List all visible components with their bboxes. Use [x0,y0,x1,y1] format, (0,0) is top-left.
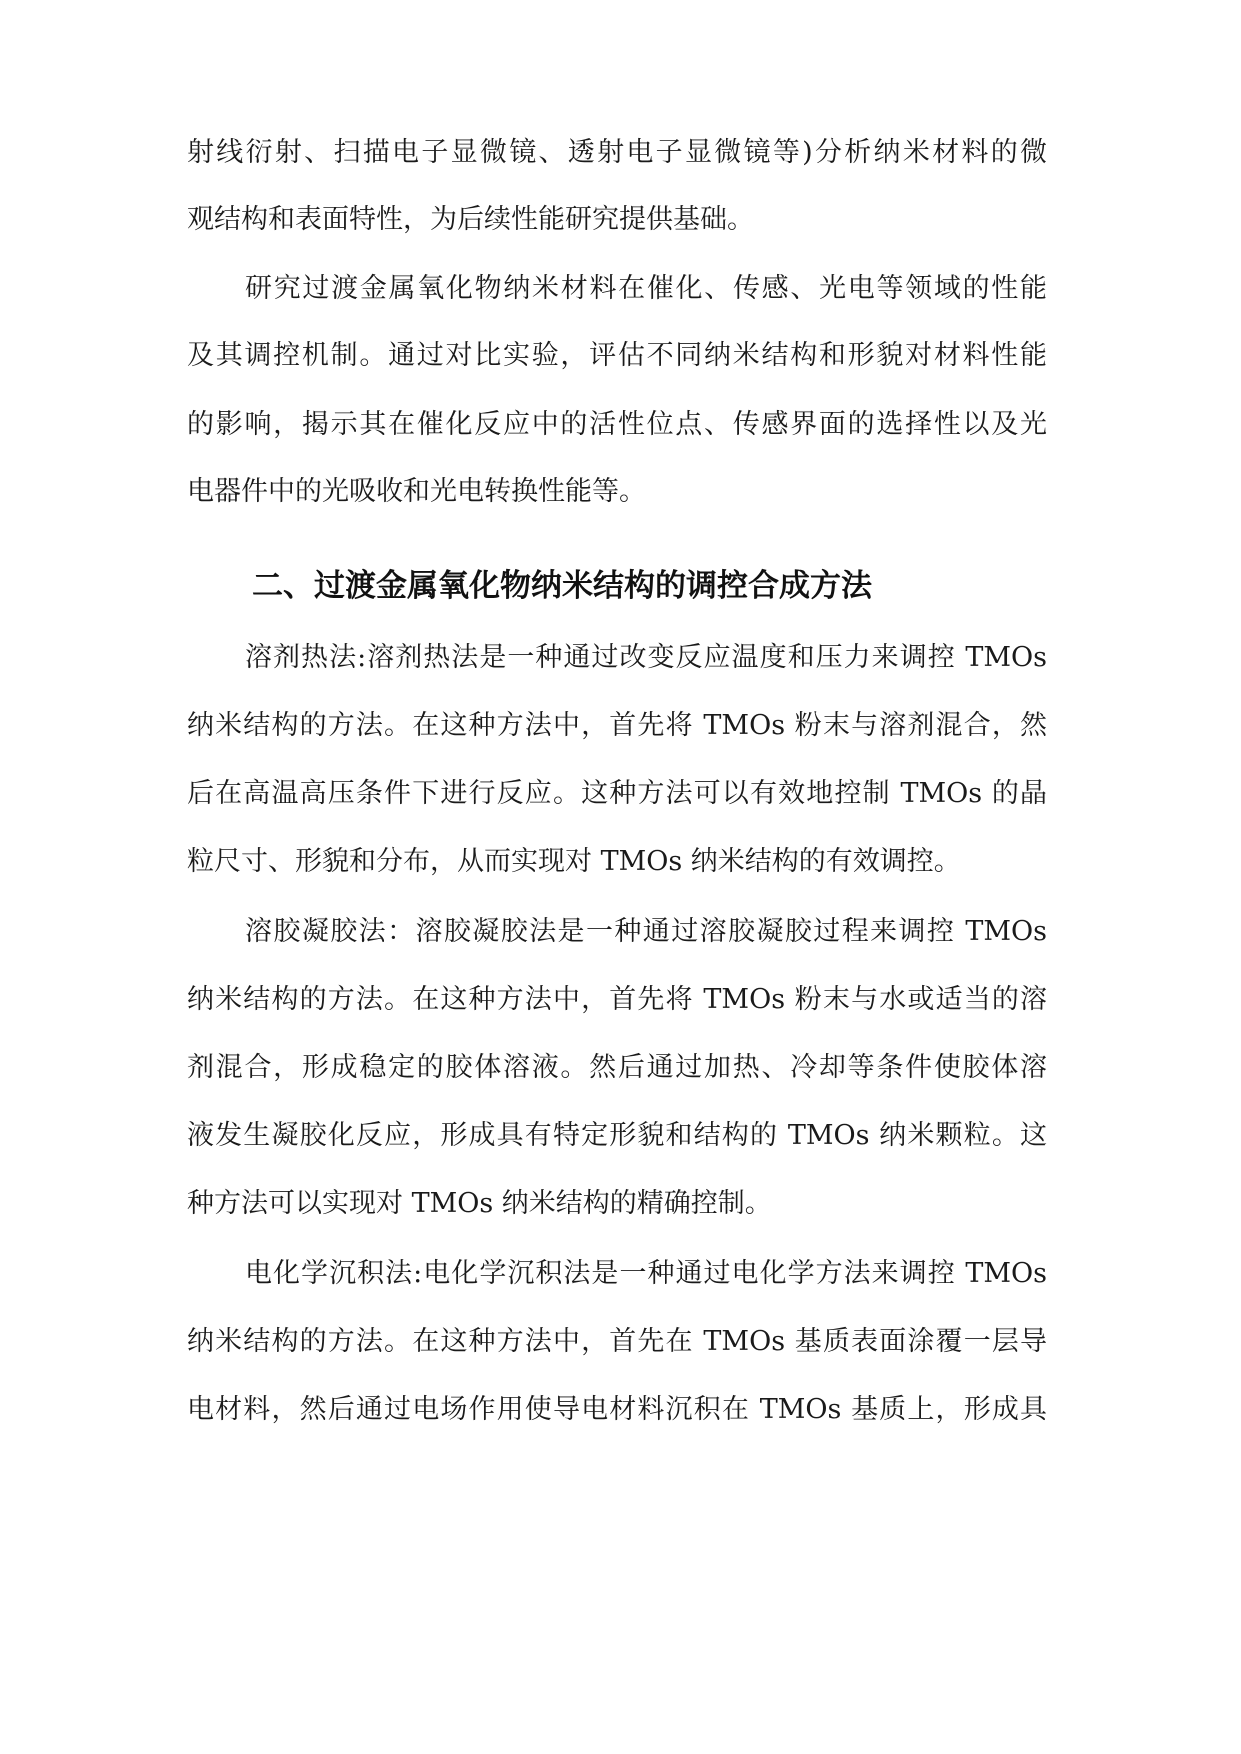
paragraph-line: 纳米结构的方法。在这种方法中，首先将 TMOs 粉末与水或适当的溶 [187,984,1047,1015]
paragraph-line: 纳米结构的方法。在这种方法中，首先将 TMOs 粉末与溶剂混合，然 [187,710,1047,741]
paragraph-line: 纳米结构的方法。在这种方法中，首先在 TMOs 基质表面涂覆一层导 [187,1326,1047,1357]
paragraph-line: 观结构和表面特性，为后续性能研究提供基础。 [187,204,754,235]
paragraph-line: 的影响，揭示其在催化反应中的活性位点、传感界面的选择性以及光 [187,409,1047,440]
paragraph-line: 电器件中的光吸收和光电转换性能等。 [187,476,646,507]
paragraph-line: 溶胶凝胶法：溶胶凝胶法是一种通过溶胶凝胶过程来调控 TMOs [245,916,1047,947]
paragraph-line: 剂混合，形成稳定的胶体溶液。然后通过加热、冷却等条件使胶体溶 [187,1052,1047,1083]
paragraph-line: 电化学沉积法:电化学沉积法是一种通过电化学方法来调控 TMOs [245,1258,1047,1289]
paragraph-line: 研究过渡金属氧化物纳米材料在催化、传感、光电等领域的性能 [245,273,1047,304]
paragraph-line: 液发生凝胶化反应，形成具有特定形貌和结构的 TMOs 纳米颗粒。这 [187,1120,1047,1151]
paragraph-line: 后在高温高压条件下进行反应。这种方法可以有效地控制 TMOs 的晶 [187,778,1047,809]
paragraph-line: 射线衍射、扫描电子显微镜、透射电子显微镜等)分析纳米材料的微 [187,137,1047,168]
paragraph-line: 溶剂热法:溶剂热法是一种通过改变反应温度和压力来调控 TMOs [245,642,1047,673]
section-heading: 二、过渡金属氧化物纳米结构的调控合成方法 [252,568,872,604]
paragraph-line: 及其调控机制。通过对比实验，评估不同纳米结构和形貌对材料性能 [187,340,1047,371]
paragraph-line: 粒尺寸、形貌和分布，从而实现对 TMOs 纳米结构的有效调控。 [187,846,961,877]
paragraph-line: 种方法可以实现对 TMOs 纳米结构的精确控制。 [187,1188,772,1219]
paragraph-line: 电材料，然后通过电场作用使导电材料沉积在 TMOs 基质上，形成具 [187,1394,1047,1425]
